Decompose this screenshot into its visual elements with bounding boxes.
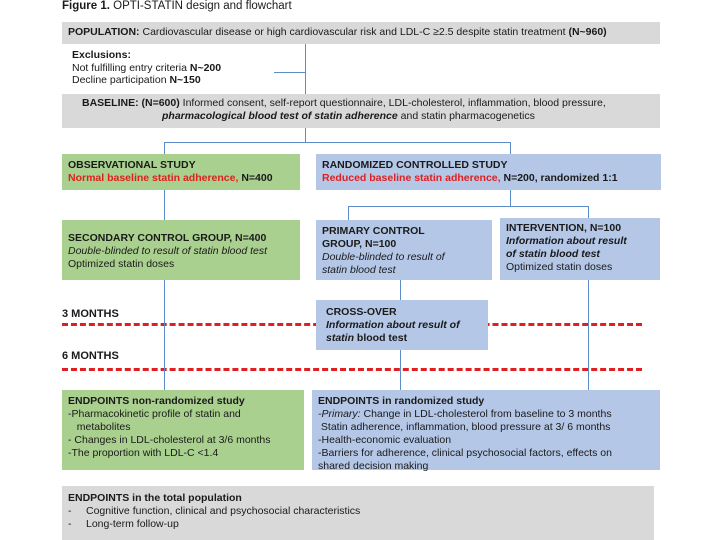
exclusion-entry-criteria bbox=[72, 62, 221, 75]
endpoints-random-primary-text: Change in LDL-cholesterol from baseline to 3 months bbox=[360, 408, 612, 420]
bullet-text: Long-term follow-up bbox=[86, 518, 179, 530]
endpoints-nonrandom-item: - Changes in LDL-cholesterol at 3/6 months bbox=[68, 434, 271, 446]
crossover-line1: Information about result of bbox=[326, 319, 460, 331]
endpoints-total-item bbox=[68, 518, 648, 531]
observational-red: Normal baseline statin adherence, bbox=[68, 172, 239, 184]
connector-exclusions bbox=[274, 72, 305, 73]
baseline-text: Informed consent, self-report questionnaire, LDL-cholesterol, inflammation, blood pressure, bbox=[179, 97, 606, 109]
six-months-label: 6 MONTHS bbox=[62, 350, 119, 362]
endpoints-total-box bbox=[62, 486, 654, 540]
observational-n: N=400 bbox=[238, 172, 273, 184]
intervention-line2: of statin blood test bbox=[506, 248, 600, 260]
rct-red: Reduced baseline statin adherence, bbox=[322, 172, 501, 184]
primary-control-box bbox=[316, 220, 492, 280]
exclusion-entry-n: N~200 bbox=[189, 61, 222, 74]
bullet-mark: - bbox=[68, 505, 72, 517]
primary-title2: GROUP, N=100 bbox=[322, 238, 397, 250]
baseline-label: BASELINE: (N=600) bbox=[82, 97, 180, 109]
endpoints-nonrandom-title: ENDPOINTS non-randomized study bbox=[68, 395, 245, 407]
population-label: POPULATION: bbox=[68, 26, 140, 38]
crossover-line2-italic: statin bbox=[326, 332, 355, 344]
exclusion-decline-n: N~150 bbox=[169, 74, 201, 86]
intervention-line1: Information about result bbox=[506, 235, 627, 247]
connector-intervention-endpoints bbox=[588, 280, 589, 390]
observational-title: OBSERVATIONAL STUDY bbox=[68, 159, 196, 171]
primary-line2: statin blood test bbox=[322, 264, 396, 276]
primary-line1: Double-blinded to result of bbox=[322, 251, 445, 263]
crossover-box bbox=[316, 300, 488, 350]
exclusions-title: Exclusions: bbox=[72, 49, 131, 61]
connector-split bbox=[164, 142, 510, 143]
connector-pop-baseline bbox=[305, 44, 306, 94]
connector-obs-secondary bbox=[164, 190, 165, 220]
figure-title-text: OPTI-STATIN design and flowchart bbox=[109, 0, 292, 12]
endpoints-total-title: ENDPOINTS in the total population bbox=[68, 492, 242, 504]
connector-rct-split bbox=[510, 190, 511, 206]
crossover-line2-bold: blood test bbox=[354, 332, 408, 344]
baseline-rest: and statin pharmacogenetics bbox=[397, 110, 535, 122]
exclusion-decline bbox=[72, 74, 221, 87]
connector-arms bbox=[348, 206, 588, 207]
secondary-line2: Optimized statin doses bbox=[68, 258, 175, 270]
bullet-text: Cognitive function, clinical and psychosocial characteristics bbox=[86, 505, 361, 517]
population-n: (N~960) bbox=[568, 26, 607, 38]
exclusions bbox=[72, 49, 221, 87]
figure-title bbox=[62, 0, 292, 12]
three-months-label: 3 MONTHS bbox=[62, 308, 119, 320]
connector-baseline-split bbox=[305, 128, 306, 142]
crossover-title: CROSS-OVER bbox=[326, 306, 397, 318]
bullet-mark: - bbox=[68, 518, 72, 530]
endpoints-nonrandomized-box bbox=[62, 390, 304, 470]
connector-to-rct bbox=[510, 142, 511, 154]
baseline-emph: pharmacological blood test of statin adherence bbox=[162, 110, 398, 122]
exclusion-entry-text: Not fulfilling entry criteria bbox=[72, 61, 190, 74]
population-box bbox=[62, 22, 660, 44]
intervention-title: INTERVENTION, N=100 bbox=[506, 222, 622, 234]
rct-box bbox=[316, 154, 661, 190]
secondary-line1: Double-blinded to result of statin blood test bbox=[68, 245, 268, 257]
endpoints-random-item: Statin adherence, inflammation, blood pressure at 3/ 6 months bbox=[318, 421, 611, 433]
figure-label: Figure 1. bbox=[62, 0, 110, 12]
endpoints-random-title: ENDPOINTS in randomized study bbox=[318, 395, 485, 407]
endpoints-random-primary-label: -Primary: bbox=[318, 408, 361, 420]
six-months-dashed-line bbox=[62, 368, 642, 371]
intervention-line3: Optimized statin doses bbox=[506, 261, 613, 273]
endpoints-random-item: -Health-economic evaluation bbox=[318, 434, 452, 446]
secondary-control-box bbox=[62, 220, 300, 280]
rct-n: N=200, randomized 1:1 bbox=[500, 172, 618, 184]
intervention-box bbox=[500, 218, 660, 280]
endpoints-nonrandom-item: -The proportion with LDL-C <1.4 bbox=[68, 447, 219, 459]
connector-crossover-endpoints bbox=[400, 350, 401, 390]
endpoints-randomized-box bbox=[312, 390, 660, 470]
endpoints-nonrandom-item: -Pharmacokinetic profile of statin and bbox=[68, 408, 241, 420]
connector-secondary-endpoints bbox=[164, 280, 165, 390]
baseline-box bbox=[62, 94, 660, 128]
exclusion-decline-text: Decline participation bbox=[72, 74, 170, 86]
connector-to-primary bbox=[348, 206, 349, 220]
endpoints-total-item bbox=[68, 505, 648, 518]
observational-study-box bbox=[62, 154, 300, 190]
endpoints-random-item: -Barriers for adherence, clinical psychosocial factors, effects on bbox=[318, 447, 612, 459]
rct-title: RANDOMIZED CONTROLLED STUDY bbox=[322, 159, 508, 171]
primary-title1: PRIMARY CONTROL bbox=[322, 225, 425, 237]
connector-to-observational bbox=[164, 142, 165, 154]
connector-primary-crossover bbox=[400, 280, 401, 300]
connector-to-intervention bbox=[588, 206, 589, 218]
endpoints-random-item: shared decision making bbox=[318, 460, 429, 472]
secondary-title: SECONDARY CONTROL GROUP, N=400 bbox=[68, 232, 267, 244]
population-text: Cardiovascular disease or high cardiovascular risk and LDL-C ≥2.5 despite statin treatment bbox=[139, 26, 569, 38]
endpoints-nonrandom-item: metabolites bbox=[68, 421, 131, 433]
